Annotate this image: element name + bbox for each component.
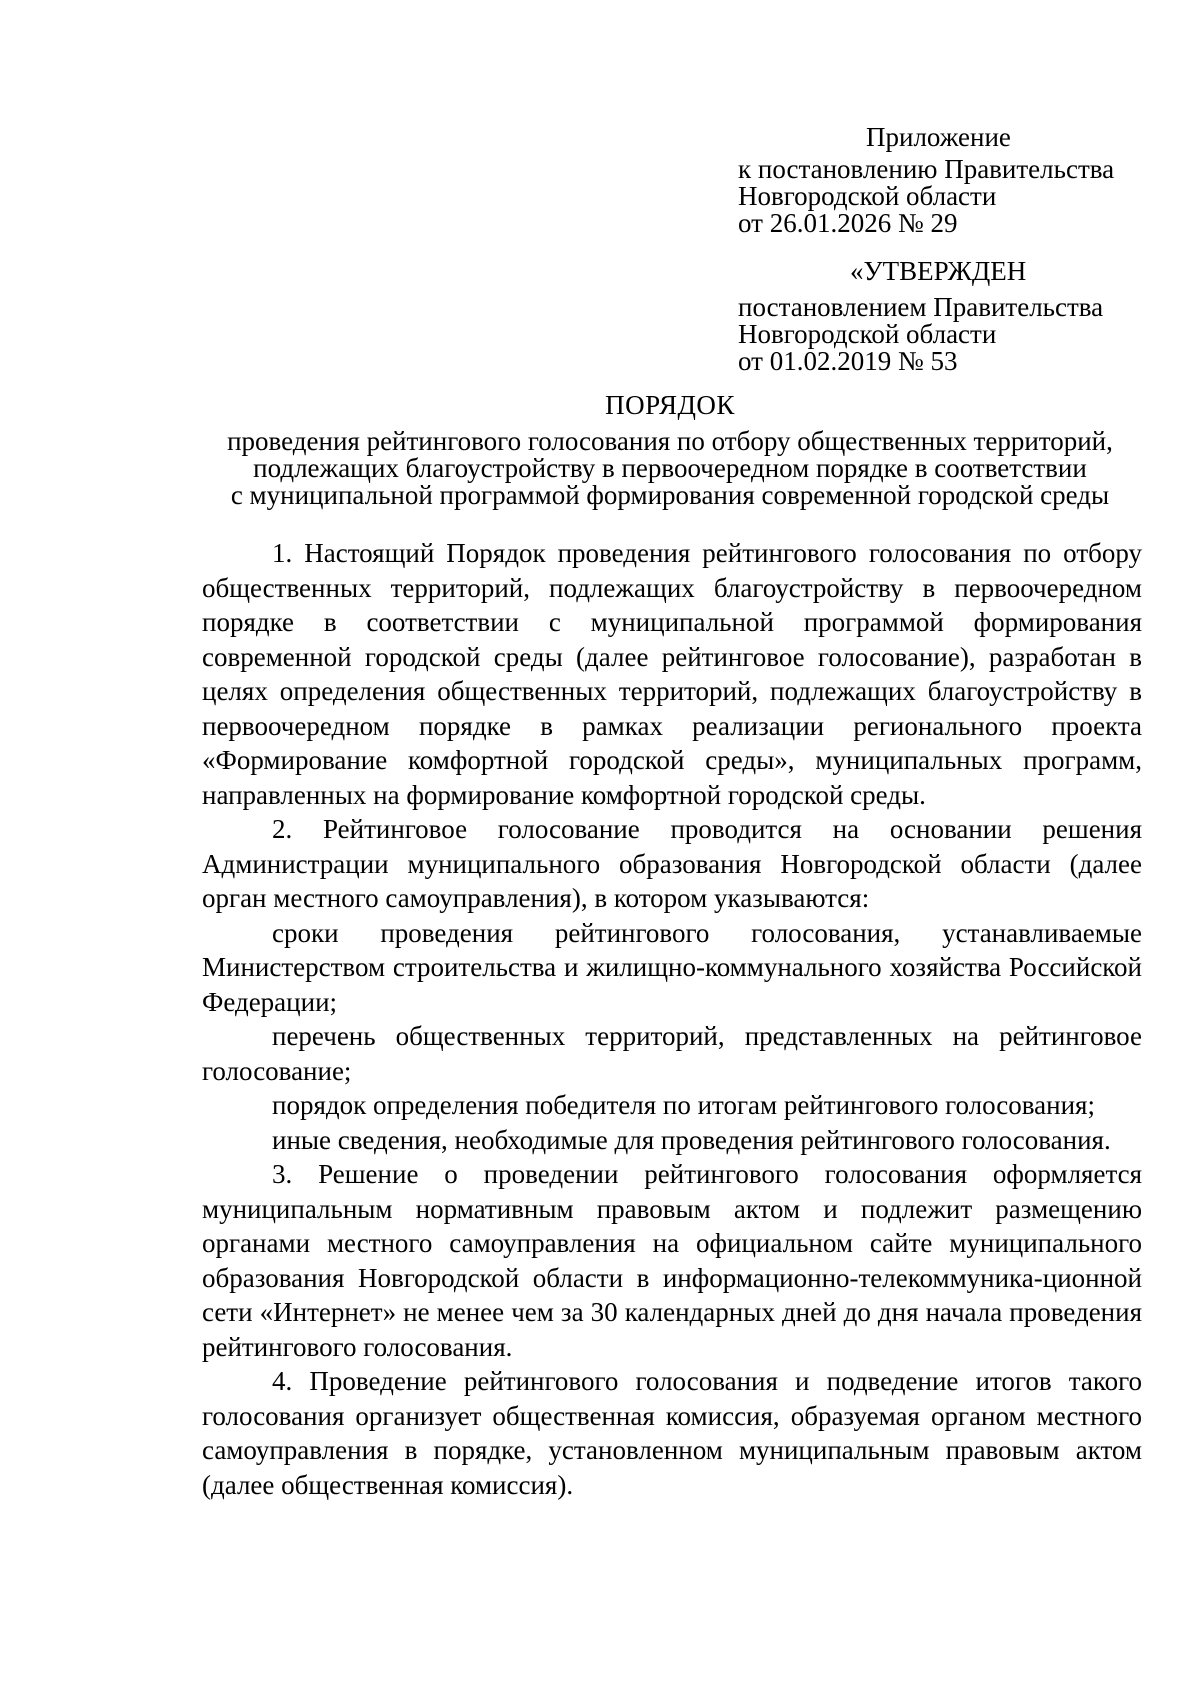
approved-reference [738, 294, 1103, 375]
paragraph-2-item-winner: порядок определения победителя по итогам рейтингового голосования; [272, 1090, 1095, 1120]
appendix-title: Приложение [866, 122, 1011, 152]
paragraph-2: 2. Рейтинговое голосование проводится на основании решения Администрации муниципального образования Новгородской области (далее орган местного самоуправления), в котором указываются: [202, 814, 1142, 913]
subtitle-line: подлежащих благоустройству в первоочередном порядке в соответствии [253, 453, 1087, 483]
document-title: ПОРЯДОК [605, 390, 735, 420]
paragraph-2-item-deadlines: сроки проведения рейтингового голосования, устанавливаемые Министерством строительства и жилищно-коммунального хозяйства Российской Федерации; [202, 917, 1142, 1017]
approved-line: от 01.02.2019 № 53 [738, 346, 958, 376]
subtitle-line: проведения рейтингового голосования по отбору общественных территорий, [227, 426, 1113, 456]
document-body [202, 536, 1142, 1502]
document-subtitle [200, 428, 1140, 509]
appendix-line: от 26.01.2026 № 29 [738, 208, 958, 238]
paragraph-3: 3. Решение о проведении рейтингового голосования оформляется муниципальным нормативным правовым актом и подлежит размещению органами местного самоуправления на официальном сайте муниципального образования Новгородской области в информационно-телекоммуника-ционной сети «Интернет» не менее чем за 30 календарных дней до дня начала проведения рейтингового голосования. [202, 1159, 1142, 1362]
paragraph-2-item-territories: перечень общественных территорий, представленных на рейтинговое голосование; [202, 1021, 1142, 1086]
subtitle-line: с муниципальной программой формирования современной городской среды [230, 480, 1110, 510]
appendix-reference [738, 156, 1114, 237]
approved-line: Новгородской области [738, 319, 997, 349]
appendix-line: Новгородской области [738, 181, 997, 211]
approved-title: «УТВЕРЖДЕН [850, 256, 1027, 286]
paragraph-4: 4. Проведение рейтингового голосования и подведение итогов такого голосования организует общественная комиссия, образуемая органом местного самоуправления в порядке, установленном муниципальным правовым актом (далее общественная комиссия). [202, 1366, 1142, 1500]
approved-line: постановлением Правительства [738, 292, 1104, 322]
appendix-line: к постановлению Правительства [738, 154, 1115, 184]
paragraph-1: 1. Настоящий Порядок проведения рейтингового голосования по отбору общественных территорий, подлежащих благоустройству в первоочередном порядке в соответствии с муниципальной программой формирования современной городской среды (далее рейтинговое голосование), разработан в целях определения общественных территорий, подлежащих благоустройству в первоочередном порядке в рамках реализации регионального проекта «Формирование комфортной городской среды», муниципальных программ, направленных на формирование комфортной городской среды. [202, 538, 1142, 810]
paragraph-2-item-other: иные сведения, необходимые для проведения рейтингового голосования. [272, 1124, 1111, 1155]
